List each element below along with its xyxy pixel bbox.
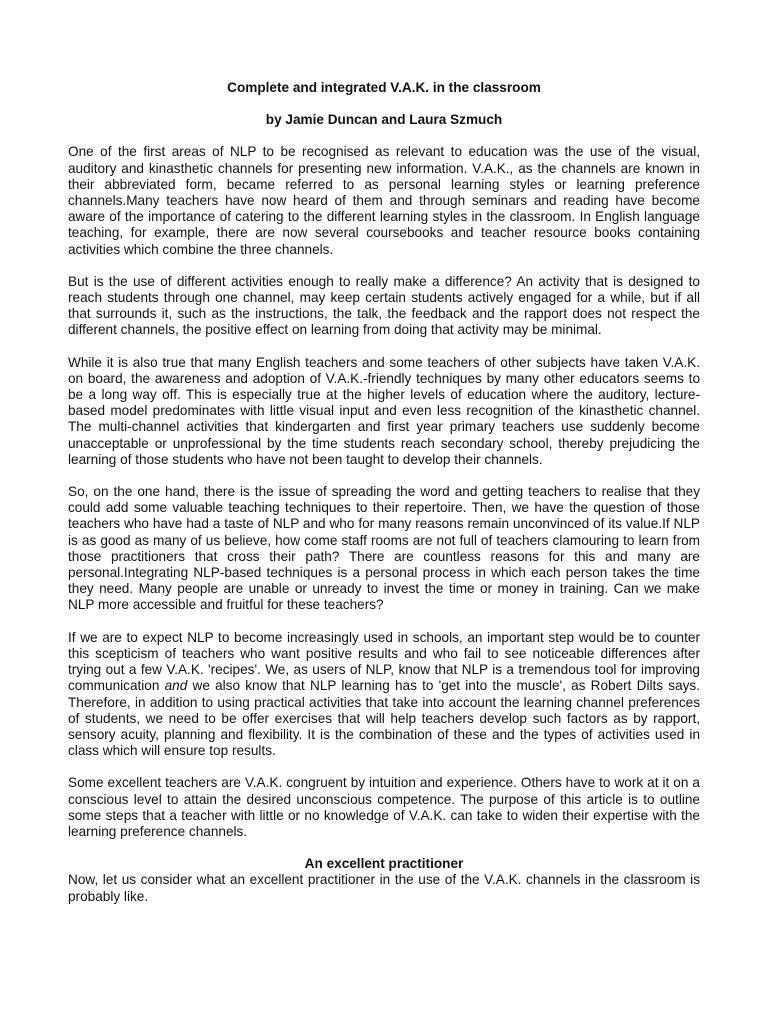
- paragraph-5-part-1: If we are to expect NLP to become increasingly used in schools, an important step would be to counter this scepticism of teachers who want positive results and who fail to see noticeable differences after trying out a few V.A.K. 'recipes'. We, as users of NLP, know that NLP is a tremendous tool for improving communication: [68, 629, 700, 694]
- paragraph-4: So, on the one hand, there is the issue of spreading the word and getting teachers to realise that they could add some valuable teaching techniques to their repertoire. Then, we have the question of those teachers who have had a taste of NLP and who for many reasons remain unconvinced of its value.If NLP is as good as many of us believe, how come staff rooms are not full of teachers clamouring to learn from those practitioners that cross their path? There are countless reasons for this and many are personal.Integrating NLP-based techniques is a personal process in which each person takes the time they need. Many people are unable or unready to invest the time or money in training. Can we make NLP more accessible and fruitful for these teachers?: [68, 484, 700, 613]
- paragraph-3: While it is also true that many English teachers and some teachers of other subjects have taken V.A.K. on board, the awareness and adoption of V.A.K.-friendly techniques by many other educators seems to be a long way off. This is especially true at the higher levels of education where the auditory, lecture-based model predominates with little visual input and even less recognition of the kinasthetic channel. The multi-channel activities that kindergarten and first year primary teachers use suddenly become unacceptable or unprofessional by the time students reach secondary school, thereby prejudicing the learning of those students who have not been taught to develop their channels.: [68, 354, 700, 467]
- article-byline: by Jamie Duncan and Laura Szmuch: [265, 112, 503, 128]
- paragraph-7: Now, let us consider what an excellent practitioner in the use of the V.A.K. channels in the classroom is probably like.: [68, 872, 700, 904]
- paragraph-5-part-2: we also know that NLP learning has to 'get into the muscle', as Robert Dilts says. Therefore, in addition to using practical activities that take into account the learning channel preferences of students, we need to be offer exercises that will help teachers develop such factors as by rapport, sensory acuity, planning and flexibility. It is the combination of these and the types of activities used in class which will ensure top results.: [68, 678, 700, 759]
- paragraph-6: Some excellent teachers are V.A.K. congruent by intuition and experience. Others have to work at it on a conscious level to attain the desired unconscious competence. The purpose of this article is to outline some steps that a teacher with little or no knowledge of V.A.K. can take to widen their expertise with the learning preference channels.: [68, 775, 700, 839]
- article-title: Complete and integrated V.A.K. in the classroom: [227, 80, 541, 95]
- article-body: [68, 80, 700, 921]
- paragraph-5-emphasis: and: [164, 678, 188, 694]
- paragraph-5: [68, 630, 700, 760]
- section-heading: An excellent practitioner: [304, 856, 464, 872]
- paragraph-1: One of the first areas of NLP to be recognised as relevant to education was the use of the visual, auditory and kinasthetic channels for presenting new information. V.A.K., as the channels are known in their abbreviated form, became referred to as personal learning styles or learning preference channels.Many teachers have now heard of them and through seminars and reading have become aware of the importance of catering to the different learning styles in the classroom. In English language teaching, for example, there are now several coursebooks and teacher resource books containing activities which combine the three channels.: [68, 144, 700, 257]
- paragraph-2: But is the use of different activities enough to really make a difference? An activity that is designed to reach students through one channel, may keep certain students actively engaged for a while, but if all that surrounds it, such as the instructions, the talk, the feedback and the rapport does not respect the different channels, the positive effect on learning from doing that activity may be minimal.: [68, 273, 700, 338]
